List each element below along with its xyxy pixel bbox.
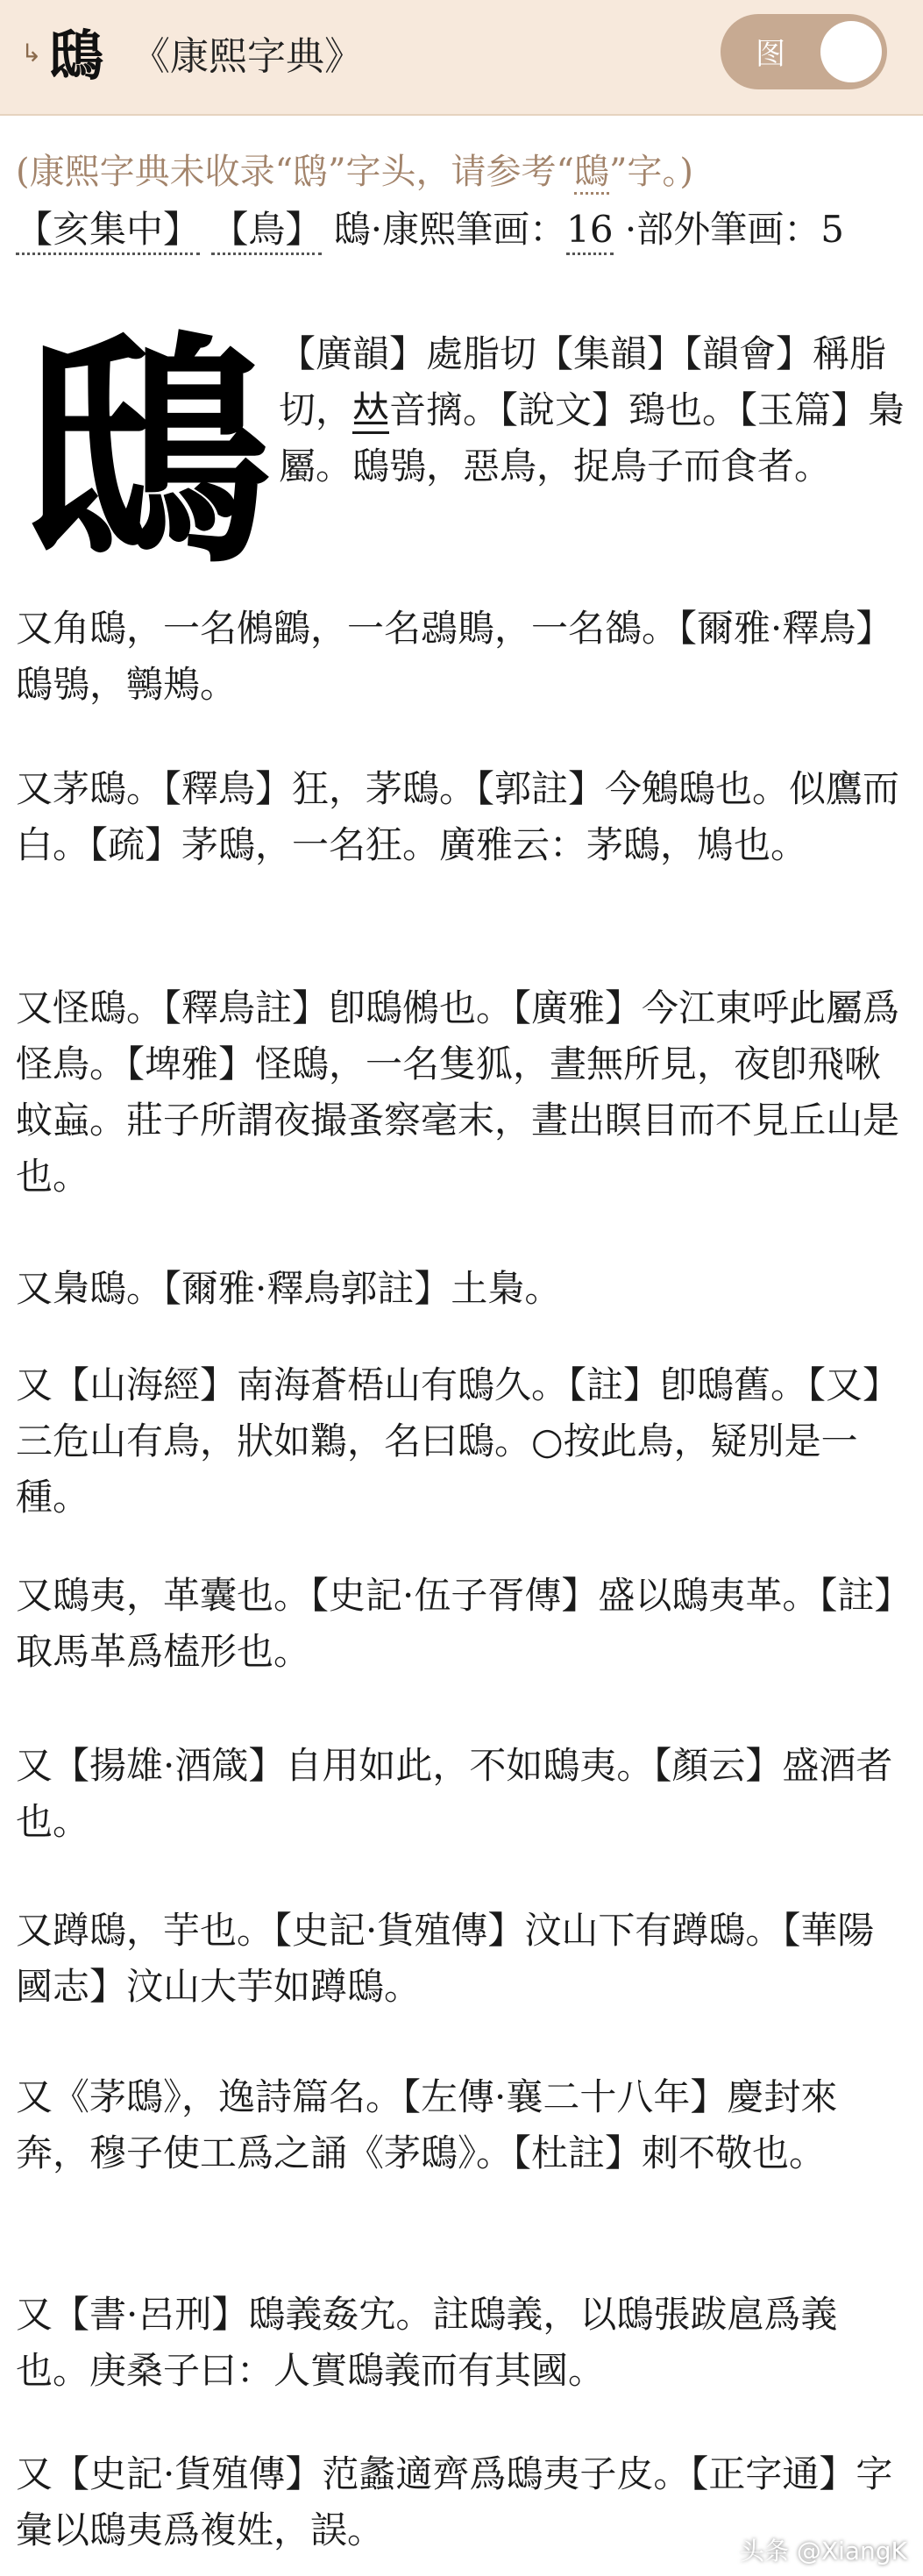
definition-paragraph: 又【書·呂刑】鴟義姦宄。註鴟義，以鴟張跋扈爲義也。庚桑子曰：人實鴟義而有其國。 <box>16 2293 838 2392</box>
definition-paragraph: 又茅鴟。【釋鳥】狂，茅鴟。【郭註】今鵵鴟也。似鷹而白。【疏】茅鴟，一名狂。廣雅云：茅鴟，鳩也。 <box>16 767 900 866</box>
definition-paragraph: 又鴟夷，革囊也。【史記·伍子胥傳】盛以鴟夷革。【註】取馬革爲榼形也。 <box>16 1574 893 1673</box>
definition-paragraph: 又【揚雄·酒箴】自用如此，不如鴟夷。【顏云】盛酒者也。 <box>16 1744 893 1843</box>
stroke-count[interactable]: 16 <box>566 208 613 255</box>
reference-note <box>16 147 910 196</box>
entry-variant-char[interactable]: 𠀤 <box>352 388 389 434</box>
definition-paragraph: 又怪鴟。【釋鳥註】卽鴟鵂也。【廣雅】今江東呼此屬爲怪鳥。【埤雅】怪鴟，一名隻狐，晝無所見，夜卽飛啾蚊蝱。莊子所謂夜撮蚤察毫末，晝出瞑目而不見丘山是也。 <box>16 986 900 1198</box>
definition-paragraph: 又角鴟，一名鵂鶹，一名鵋鵙，一名鵅。【爾雅·釋鳥】鴟鴞，鸋鴂。 <box>16 607 893 706</box>
note-char-simplified: 鸱 <box>293 152 329 192</box>
image-toggle-switch[interactable] <box>721 14 887 89</box>
definition-paragraph: 又蹲鴟，芋也。【史記·貨殖傳】汶山下有蹲鴟。【華陽國志】汶山大芋如蹲鴟。 <box>16 1909 875 2008</box>
definition-paragraph: 又梟鴟。【爾雅·釋鳥郭註】土梟。 <box>16 1267 562 1310</box>
character-glyph-image: 鴟 <box>25 310 270 598</box>
header-character: 鴟 <box>49 24 104 88</box>
radical-stroke-label: ·部外筆画：5 <box>613 208 844 251</box>
definition-paragraph: 又【山海經】南海蒼梧山有鴟久。【註】卽鴟舊。【又】三危山有鳥，狀如鸈，名曰鴟。○按此鳥，疑別是一種。 <box>16 1363 900 1519</box>
watermark: 头条 @XiangK <box>740 2537 907 2565</box>
entry-text: 音摛。【說文】鵄也。【玉篇】梟屬。鴟鴞，惡鳥，捉鳥子而食者。 <box>279 388 905 487</box>
back-arrow-icon[interactable]: ↳ <box>21 39 42 68</box>
note-text: ”字。) <box>608 152 694 192</box>
definition-paragraph: 又《茅鴟》，逸詩篇名。【左傳·襄二十八年】慶封來奔，穆子使工爲之誦《茅鴟》。【杜註】刺不敬也。 <box>16 2075 838 2174</box>
entry-text: 【廣韻】處脂切【集韻】【韻會】稱脂切， <box>279 332 887 431</box>
collection-link[interactable]: 【亥集中】 <box>16 208 200 255</box>
character-meta <box>16 200 910 260</box>
note-char-link[interactable]: 鴟 <box>574 152 609 195</box>
note-text: (康熙字典未收录“ <box>16 152 294 192</box>
radical-link[interactable]: 【鳥】 <box>211 208 322 255</box>
note-text: ”字头，请参考“ <box>328 152 574 192</box>
toggle-knob <box>820 21 882 82</box>
image-toggle-label: 图 <box>756 37 785 72</box>
definition-paragraph: 又【史記·貨殖傳】范蠡適齊爲鴟夷子皮。【正字通】字彙以鴟夷爲複姓，誤。 <box>16 2452 893 2551</box>
title-bar <box>0 0 923 116</box>
header-book-title: 《康熙字典》 <box>131 34 363 79</box>
stroke-label: 鴟·康熙筆画： <box>322 208 567 251</box>
entry-intro <box>279 326 910 495</box>
